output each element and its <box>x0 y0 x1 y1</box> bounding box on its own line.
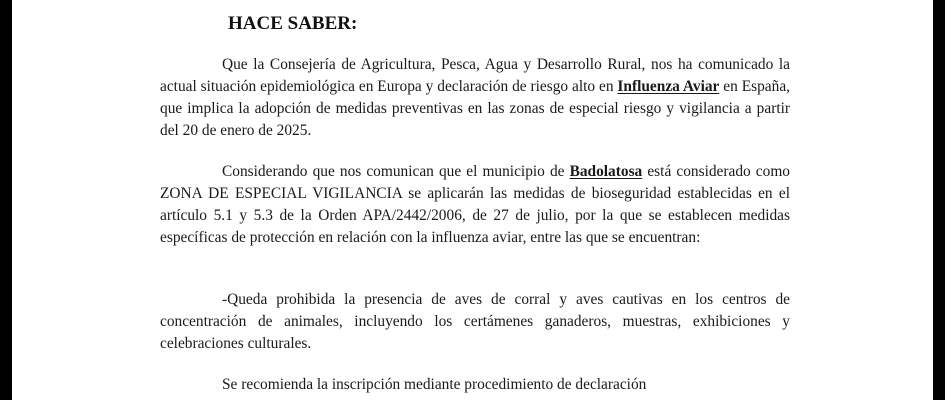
paragraph-text: está considerado como ZONA DE ESPECIAL VIGILANCIA se aplicarán las medidas de bioseguridad establecidas en el artículo 5.1 y 5.3 de la Orden APA/2442/2006, de 27 de julio, por la que se establecen medidas específicas de protección en relación con la influenza aviar, entre las que se encuentran: <box>160 163 790 246</box>
document-heading: HACE SABER: <box>228 13 358 34</box>
paragraph-municipality-zone <box>160 161 790 249</box>
paragraph-text: Considerando que nos comunican que el municipio de <box>222 163 570 180</box>
paragraph-prohibition: -Queda prohibida la presencia de aves de corral y aves cautivas en los centros de concentración de animales, incluyendo los certámenes ganaderos, muestras, exhibiciones y celebraciones culturales. <box>160 291 790 352</box>
highlight-municipality: Badolatosa <box>569 163 643 180</box>
paragraph-text: en España, que implica la adopción de medidas preventivas en las zonas de especial riesgo y vigilancia a partir del 20 de enero de 2025. <box>160 78 790 139</box>
document-page <box>12 0 933 400</box>
paragraph-recommendation: Se recomienda la inscripción mediante procedimiento de declaración <box>222 376 647 393</box>
paragraph-influenza-notice <box>160 54 790 142</box>
paragraph-text: Que la Consejería de Agricultura, Pesca, Agua y Desarrollo Rural, nos ha comunicado la actual situación epidemiológica en Europa y declaración de riesgo alto en <box>160 56 790 95</box>
highlight-influenza-aviar: Influenza Aviar <box>617 78 720 95</box>
